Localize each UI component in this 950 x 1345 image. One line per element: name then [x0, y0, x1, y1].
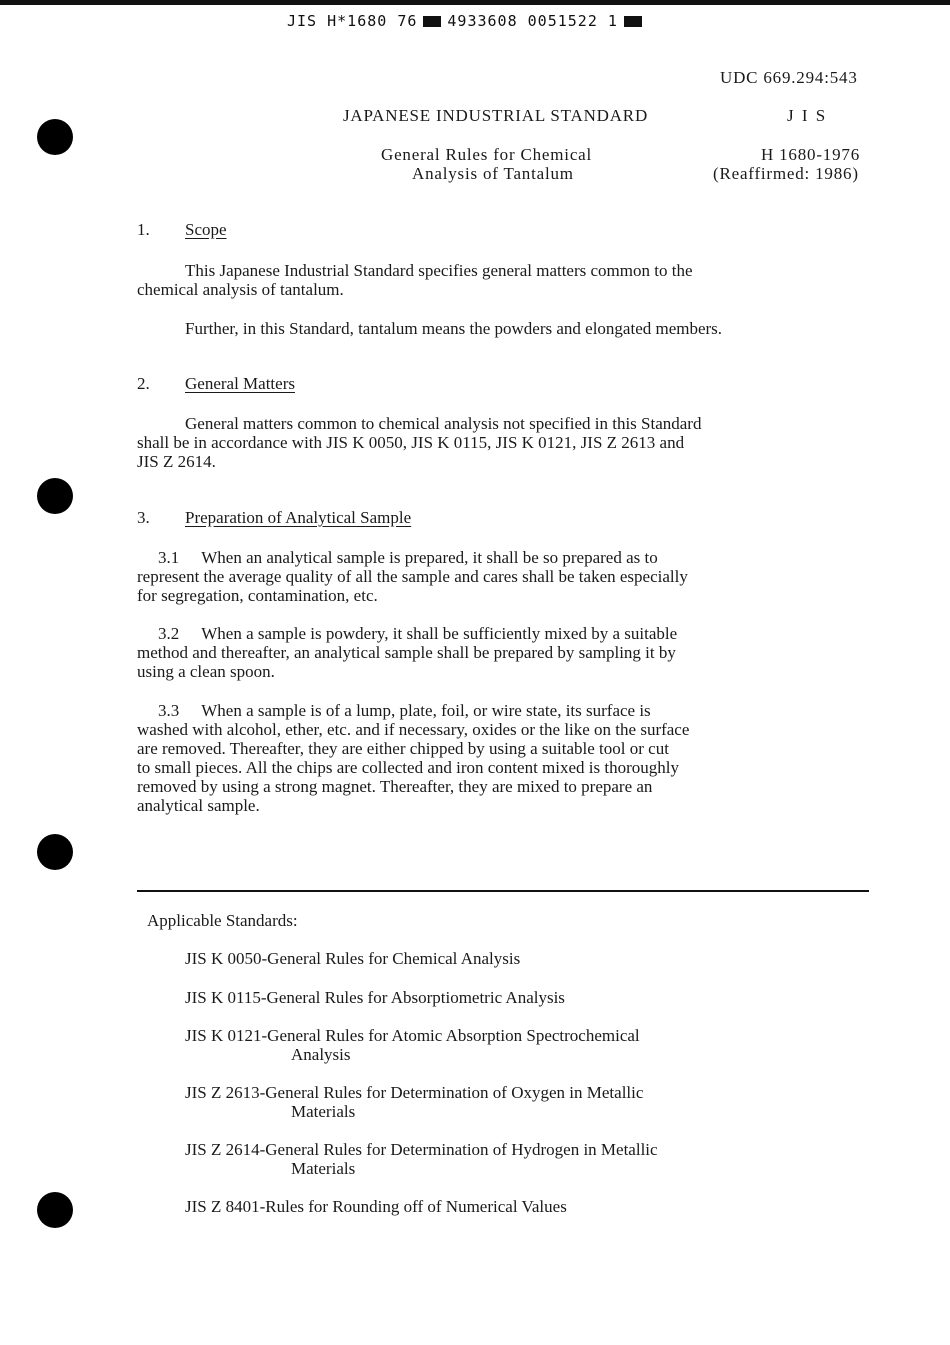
reaffirmed-date: (Reaffirmed: 1986): [713, 164, 859, 183]
standard-item-continuation: Materials: [291, 1159, 356, 1178]
standard-item-line: JIS K 0121-General Rules for Atomic Absorption Spectrochemical: [185, 1026, 640, 1045]
clause-number: 3.3: [158, 701, 180, 720]
standard-item-continuation: Analysis: [291, 1045, 351, 1064]
paragraph-line: JIS Z 2614.: [137, 452, 216, 471]
scan-top-edge: [0, 0, 950, 5]
standard-item: [185, 988, 565, 1007]
section-1-number: 1.: [137, 220, 150, 239]
paragraph-line: represent the average quality of all the sample and cares shall be taken especially: [137, 567, 688, 586]
clause-3-3: [137, 701, 877, 815]
punch-hole: [37, 834, 73, 870]
standard-item: [185, 1197, 567, 1216]
paragraph-line: When a sample is of a lump, plate, foil, or wire state, its surface is: [201, 701, 651, 720]
paragraph-line: are removed. Thereafter, they are either chipped by using a suitable tool or cut: [137, 739, 669, 758]
block-mark-2: [624, 16, 642, 27]
section-1-paragraph-2: [137, 319, 897, 338]
clause-number: 3.2: [158, 624, 180, 643]
standard-item-line: JIS K 0115-General Rules for Absorptiometric Analysis: [185, 988, 565, 1007]
paragraph-line: General matters common to chemical analysis not specified in this Standard: [185, 414, 702, 433]
doc-title-line2: Analysis of Tantalum: [412, 164, 574, 183]
paragraph-line: Further, in this Standard, tantalum means the powders and elongated members.: [185, 319, 723, 338]
section-2-title: General Matters: [185, 374, 295, 393]
clause-3-2: [137, 624, 877, 681]
standard-item-line: JIS Z 2613-General Rules for Determination of Oxygen in Metallic: [185, 1083, 644, 1102]
udc-number: UDC 669.294:543: [720, 68, 858, 87]
clause-number: 3.1: [158, 548, 180, 567]
punch-hole: [37, 119, 73, 155]
paragraph-line: chemical analysis of tantalum.: [137, 280, 344, 299]
section-3-number: 3.: [137, 508, 150, 527]
standard-item-line: JIS Z 8401-Rules for Rounding off of Numerical Values: [185, 1197, 567, 1216]
standard-item: [185, 1083, 643, 1121]
jis-mark: J I S: [787, 106, 828, 125]
paragraph-line: using a clean spoon.: [137, 662, 275, 681]
standard-item-line: JIS K 0050-General Rules for Chemical Analysis: [185, 949, 521, 968]
footnote-divider: [137, 890, 869, 892]
punch-hole: [37, 1192, 73, 1228]
standard-item: [185, 949, 520, 968]
section-3-title: Preparation of Analytical Sample: [185, 508, 412, 527]
section-2-number: 2.: [137, 374, 150, 393]
section-1-paragraph-1: [137, 261, 877, 299]
standard-item-continuation: Materials: [291, 1102, 356, 1121]
doc-number: H 1680-1976: [761, 145, 860, 164]
paragraph-line: When an analytical sample is prepared, it shall be so prepared as to: [201, 548, 658, 567]
paragraph-line: for segregation, contamination, etc.: [137, 586, 378, 605]
standard-item-line: JIS Z 2614-General Rules for Determination of Hydrogen in Metallic: [185, 1140, 658, 1159]
header-code-left: JIS H*1680 76: [287, 12, 418, 30]
paragraph-line: analytical sample.: [137, 796, 260, 815]
clause-3-1: [137, 548, 877, 605]
paragraph-line: removed by using a strong magnet. Thereafter, they are mixed to prepare an: [137, 777, 653, 796]
org-title: JAPANESE INDUSTRIAL STANDARD: [343, 106, 649, 125]
paragraph-line: shall be in accordance with JIS K 0050, JIS K 0115, JIS K 0121, JIS Z 2613 and: [137, 433, 685, 452]
doc-title-line1: General Rules for Chemical: [381, 145, 593, 164]
block-mark-1: [423, 16, 441, 27]
standard-item: [185, 1140, 658, 1178]
header-code: [287, 12, 648, 30]
paragraph-line: method and thereafter, an analytical sample shall be prepared by sampling it by: [137, 643, 676, 662]
section-1-title: Scope: [185, 220, 227, 239]
section-2-paragraph: [137, 414, 877, 471]
punch-hole: [37, 478, 73, 514]
paragraph-line: to small pieces. All the chips are collected and iron content mixed is thoroughly: [137, 758, 679, 777]
paragraph-line: When a sample is powdery, it shall be sufficiently mixed by a suitable: [201, 624, 678, 643]
paragraph-line: This Japanese Industrial Standard specifies general matters common to the: [185, 261, 693, 280]
header-code-right: 4933608 0051522 1: [447, 12, 618, 30]
standard-item: [185, 1026, 640, 1064]
paragraph-line: washed with alcohol, ether, etc. and if necessary, oxides or the like on the surface: [137, 720, 690, 739]
applicable-standards-heading: Applicable Standards:: [147, 911, 298, 930]
